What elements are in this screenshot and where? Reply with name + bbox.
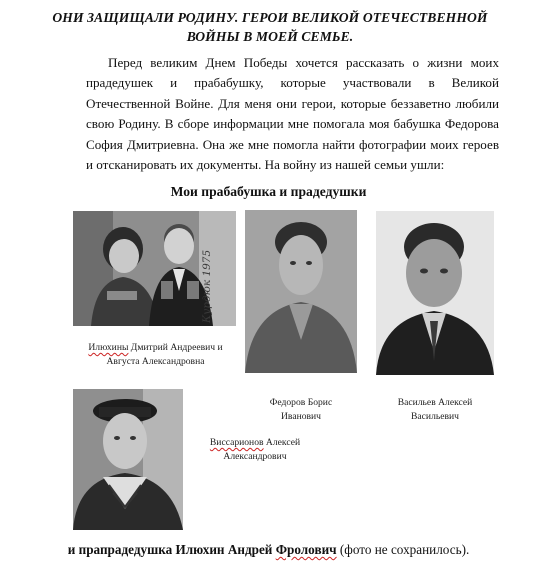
caption-vissarionov: Виссарионов Алексей Александрович: [209, 437, 301, 462]
footer-note: и прапрадедушка Илюхин Андрей Фролович (фото не сохранилось).: [67, 542, 470, 557]
photo-ilyukhin-couple: [73, 211, 236, 326]
caption-ilyukhin-couple: Илюхины Дмитрий Андреевич и Августа Александровна: [88, 342, 223, 367]
photo-vasiliev: [376, 211, 494, 375]
document-title: [40, 8, 500, 46]
title-line-1: ОНИ ЗАЩИЩАЛИ РОДИНУ. ГЕРОИ ВЕЛИКОЙ ОТЕЧЕСТВЕННОЙ: [52, 10, 488, 25]
caption-fedorov: Федоров Борис Иванович: [269, 397, 333, 422]
intro-paragraph: Перед великим Днем Победы хочется рассказать о жизни моих прадедушек и прабабушку, которые участвовали в Великой Отечественной Войне. Для меня они герои, которые беззаветно любили свою Родину. В сборе информации мне помогала моя бабушка Федорова София Дмитриевна. Она же мне помогла найти фотографии моих героев и отсканировать их документы. На войну из нашей семьи ушли:: [86, 55, 499, 173]
photo-inscription: Курдюк 1975: [201, 249, 213, 323]
photo-fedorov: [245, 210, 357, 373]
photo-vissarionov: [73, 389, 183, 530]
title-line-2: ВОЙНЫ В МОЕЙ СЕМЬЕ.: [186, 29, 354, 44]
caption-vasiliev: Васильев Алексей Васильевич: [397, 397, 473, 422]
section-subheading: Мои прабабушка и прадедушки: [170, 184, 367, 199]
